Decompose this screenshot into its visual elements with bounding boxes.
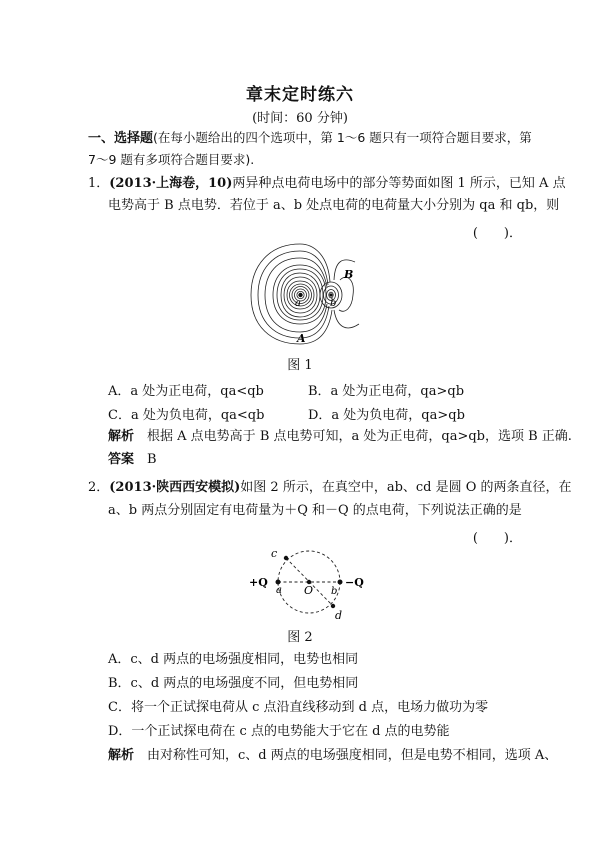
page-title: 章末定时练六 — [246, 85, 354, 105]
section-instruction-cont: 7～9 题有多项符合题目要求). — [88, 152, 255, 167]
q2-text-1: 如图 2 所示，在真空中，ab、cd 是圆 O 的两条直径，在 — [240, 480, 572, 495]
figure-2-caption: 图 2 — [287, 630, 313, 645]
fig2-label-b: b — [331, 586, 338, 597]
q1-source: (2013·上海卷，10) — [109, 176, 233, 191]
q1-option-a: A．a 处为正电荷，qa<qb — [108, 384, 264, 399]
q1-analysis-label: 解析 — [108, 429, 135, 444]
q2-source: (2013·陕西西安模拟) — [109, 480, 241, 495]
q2-answer-blank: ( )． — [472, 531, 522, 546]
time-limit: (时间：60 分钟) — [252, 111, 348, 126]
fig2-label-a: a — [276, 585, 282, 596]
fig2-label-d: d — [335, 609, 343, 622]
q1-option-c: C．a 处为负电荷，qa<qb — [108, 408, 265, 423]
q2-option-a: A．c、d 两点的电场强度相同，电势也相同 — [108, 652, 359, 667]
fig1-label-a: a — [295, 298, 301, 309]
q2-stem-line1 — [88, 479, 572, 497]
section-heading: 一、选择题 — [88, 131, 154, 146]
q1-stem-line1 — [88, 175, 566, 193]
q1-answer-blank: ( )． — [472, 226, 522, 241]
q1-answer — [108, 451, 528, 469]
q1-option-b: B．a 处为正电荷，qa>qb — [308, 384, 465, 399]
q1-analysis-text: 根据 A 点电势高于 B 点电势可知，a 处为正电荷，qa>qb，选项 B 正确. — [147, 429, 572, 444]
fig1-label-b: b — [330, 298, 337, 309]
q2-stem-line2: a、b 两点分别固定有电荷量为＋Q 和－Q 的点电荷，下列说法正确的是 — [108, 503, 522, 518]
fig2-label-O: O — [304, 584, 314, 597]
q2-option-d: D．一个正试探电荷在 c 点的电势能大于它在 d 点的电势能 — [108, 724, 450, 739]
fig2-label-plusQ: +Q — [249, 576, 268, 589]
q2-analysis-label: 解析 — [108, 748, 135, 763]
q2-option-c: C．将一个正试探电荷从 c 点沿直线移动到 d 点，电场力做功为零 — [108, 700, 489, 715]
q1-number: 1． — [88, 176, 110, 191]
q1-option-d: D．a 处为负电荷，qa>qb — [308, 408, 465, 423]
q2-analysis — [108, 747, 558, 765]
fig1-label-B: B — [344, 268, 354, 281]
fig2-label-minusQ: −Q — [345, 576, 364, 589]
section-instruction: (在每小题给出的四个选项中，第 1～6 题只有一项符合题目要求，第 — [153, 130, 532, 145]
figure-1-caption: 图 1 — [287, 358, 313, 373]
q1-answer-label: 答案 — [108, 452, 135, 467]
q1-answer-value: B — [147, 452, 157, 467]
q1-stem-line2: 电势高于 B 点电势．若位于 a、b 处点电荷的电荷量大小分别为 qa 和 qb，则 — [108, 198, 560, 213]
q2-option-b: B．c、d 两点的电场强度不同，但电势相同 — [108, 676, 359, 691]
q1-text-1: 两异种点电荷电场中的部分等势面如图 1 所示，已知 A 点 — [232, 176, 566, 191]
q2-analysis-text: 由对称性可知，c、d 两点的电场强度相同，但是电势不相同，选项 A、 — [147, 748, 558, 763]
figure-2-circle — [245, 543, 375, 625]
fig2-label-c: c — [271, 547, 278, 560]
q2-number: 2． — [88, 480, 110, 495]
figure-1-equipotential — [245, 240, 375, 345]
section-heading-line — [88, 129, 532, 148]
fig1-label-A: A — [297, 332, 306, 345]
q1-analysis — [108, 428, 572, 446]
